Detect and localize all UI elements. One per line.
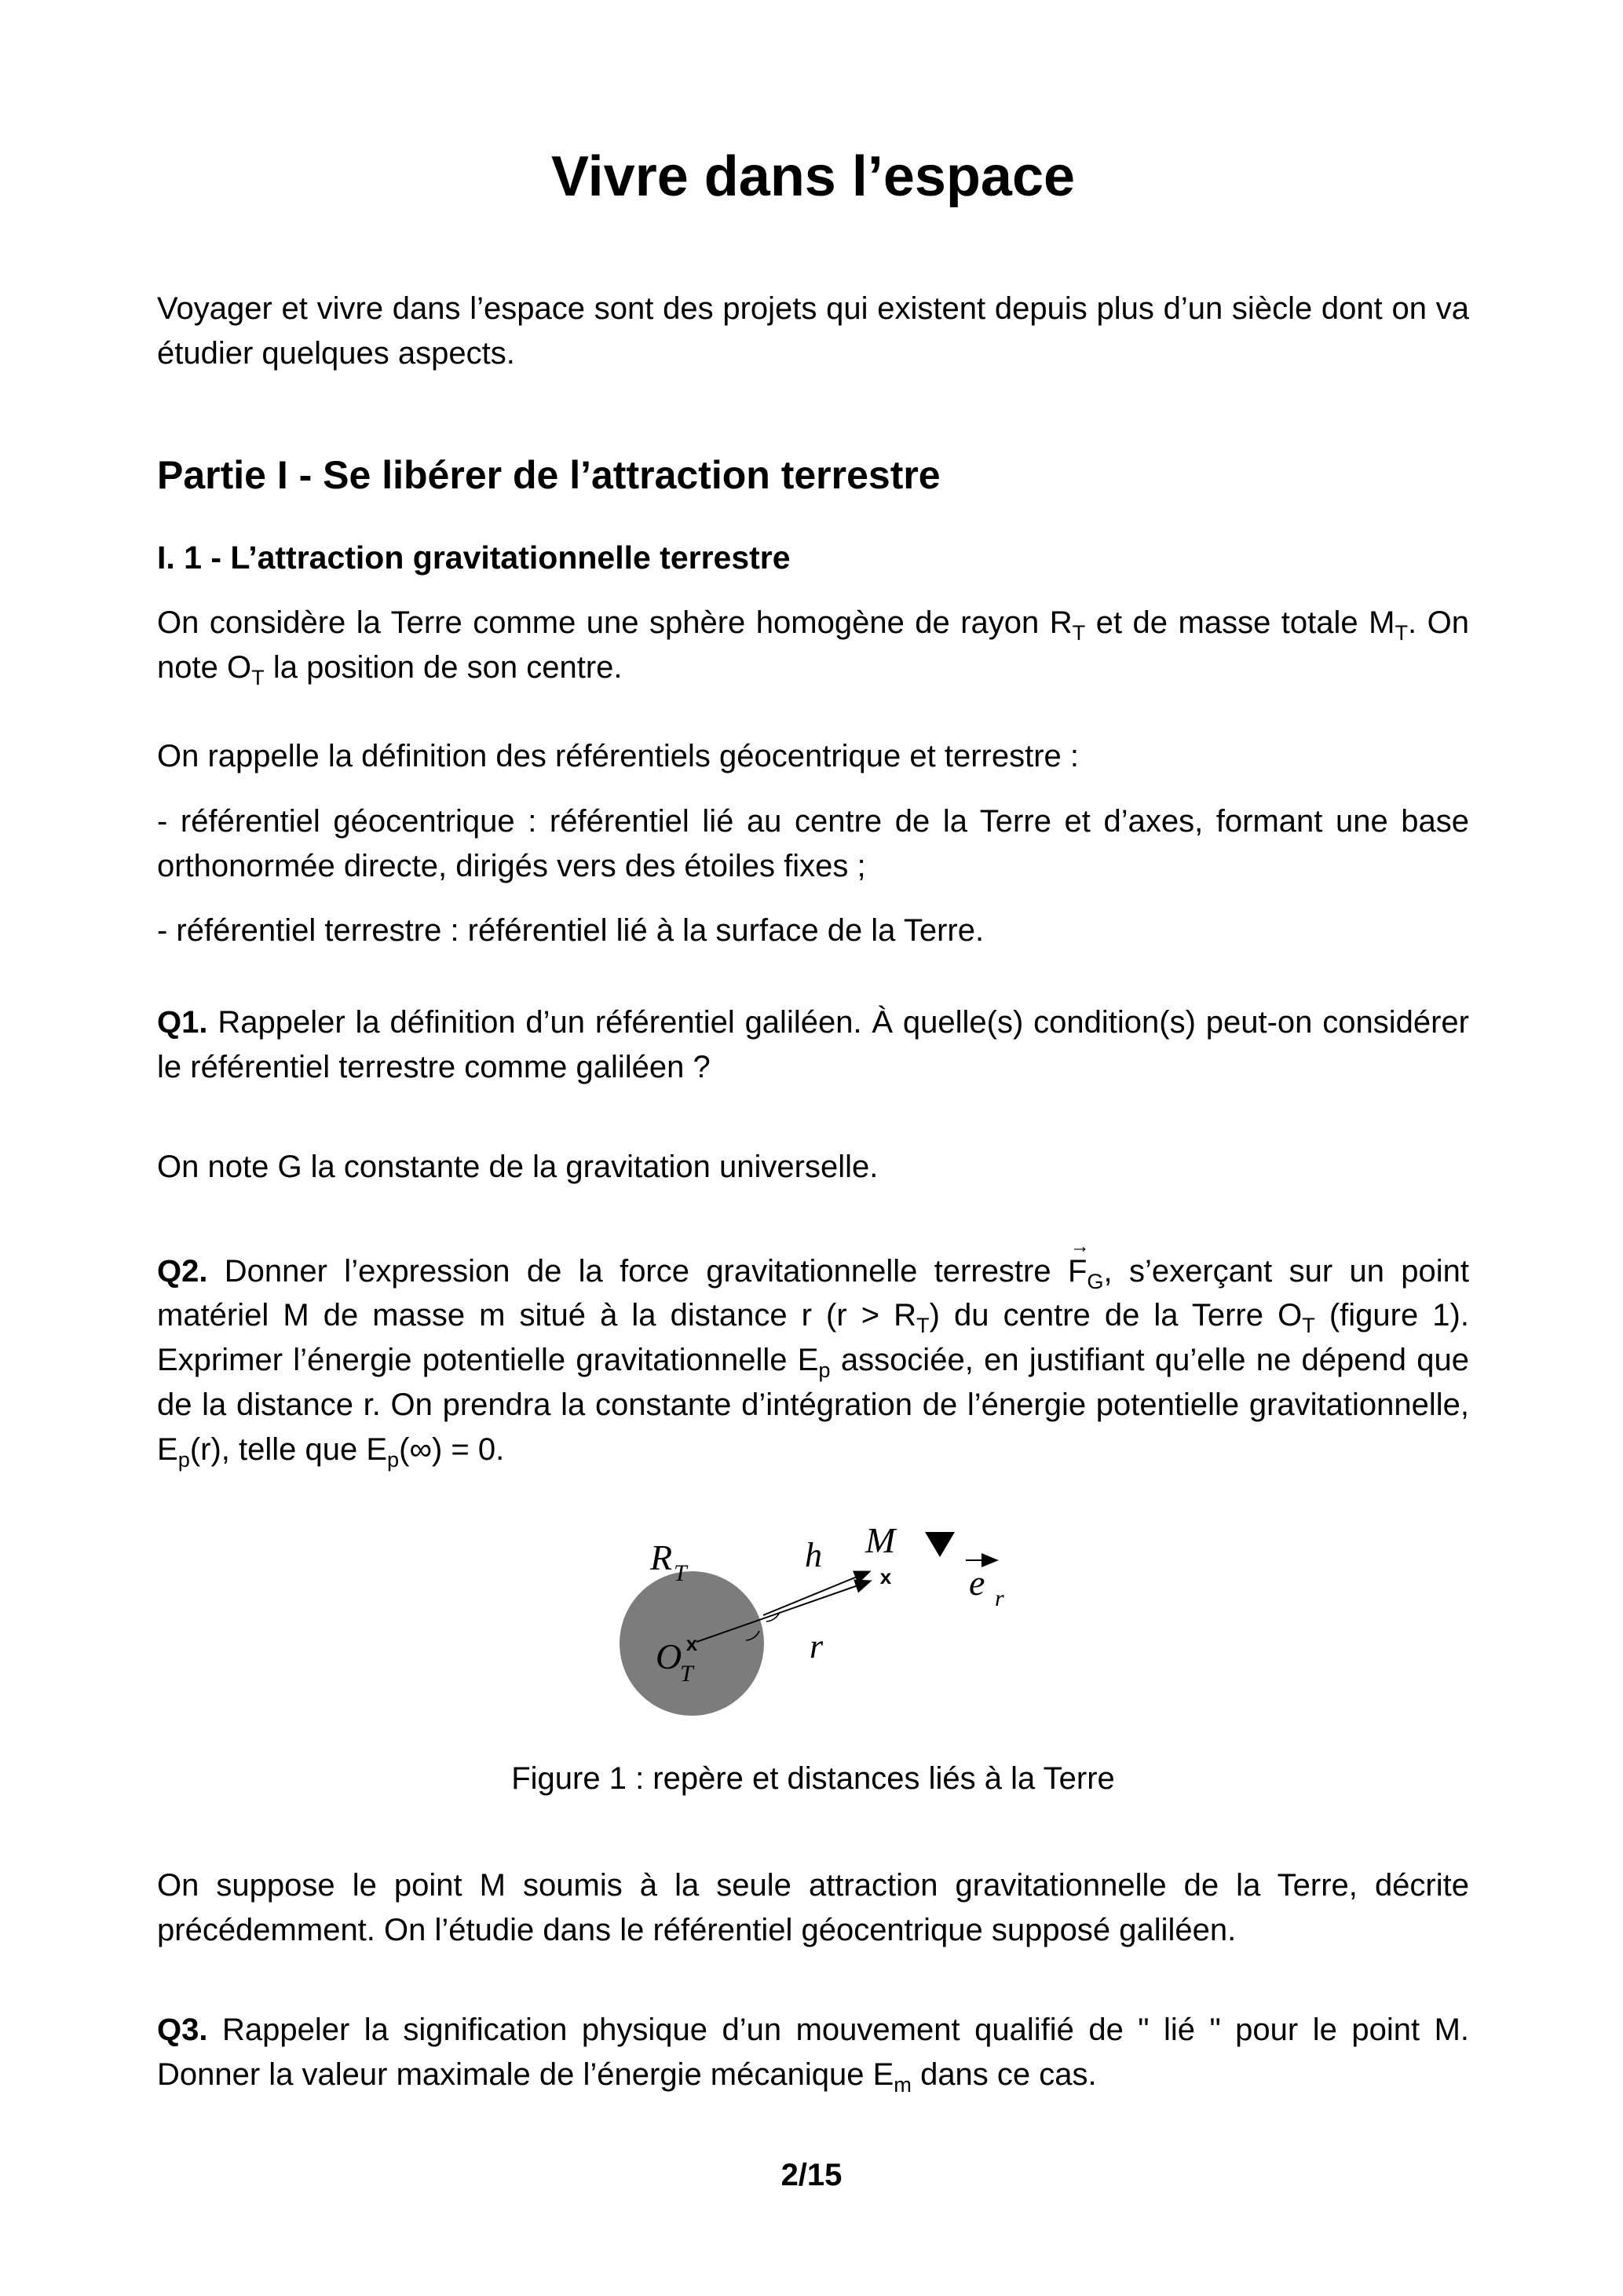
point-m-marker: x <box>879 1564 891 1589</box>
question-q3: Q3. Rappeler la signification physique d’un mouvement qualifié de " lié " pour le point M. Donner la valeur maximale de l’énergie mécanique $E_m$ dans ce cas. <box>157 2013 1469 2097</box>
unit-vector-label: e <box>968 1562 985 1603</box>
paragraph-gravitation-constant: On note G la constante de la gravitation universelle. <box>157 1149 879 1184</box>
radius-label: R <box>649 1537 672 1578</box>
paragraph-referentials-intro: On rappelle la définition des référentiels géocentrique et terrestre : <box>157 739 1080 774</box>
origin-label: O <box>655 1636 682 1676</box>
list-item-geocentric-referential: - référentiel géocentrique : référentiel lié au centre de la Terre et d’axes, formant une base orthonormée directe, dirigés vers des étoiles fixes ; <box>157 803 1469 883</box>
question-q1: Q1. Rappeler la définition d’un référentiel galiléen. À quelle(s) condition(s) peut-on considérer le référentiel terrestre comme galiléen ? <box>157 1005 1469 1085</box>
h-vector-line <box>763 1572 868 1615</box>
paragraph-earth-model: On considère la Terre comme une sphère homogène de rayon $R_T$ et de masse totale $M_T$. On note $O_T$ la position de son centre. <box>157 605 1469 690</box>
part-1-heading: Partie I - Se libérer de l’attraction terrestre <box>157 452 941 497</box>
document-title: Vivre dans l’espace <box>550 145 1076 208</box>
r-label: r <box>809 1626 823 1665</box>
figure-1-caption: Figure 1 : repère et distances liés à la Terre <box>511 1760 1115 1796</box>
figure-1-diagram <box>421 1494 1206 1738</box>
page-number: 2/15 <box>780 2158 843 2192</box>
unit-vector-label-sub: r <box>994 1585 1004 1611</box>
paragraph-study-frame: On suppose le point M soumis à la seule attraction gravitationnelle de la Terre, décrite précédemment. On l’étudie dans le référentiel géocentrique supposé galiléen. <box>157 1868 1469 1948</box>
question-q2: Q2. Donner l’expression de la force gravitationnelle terrestre → $F_G$, s’exerçant sur un point matériel M de masse m situé à la distance r $(r > R_T)$ du centre de la Terre $O_T$ (figure 1). Exprimer l’énergie potentielle gravitationnelle $E_p$ associée, en justifiant qu’elle ne dépend que de la distance r. On prendra la constante d’intégration de l’énergie potentielle gravitationnelle, $E_p(r)$, telle que $E_p(\infty) = 0$. <box>157 1236 1469 1472</box>
list-item-terrestrial-referential: - référentiel terrestre : référentiel lié à la surface de la Terre. <box>157 913 985 949</box>
figure-1 <box>421 1494 1206 1738</box>
radius-label-sub: T <box>673 1559 687 1586</box>
earth-center-marker: x <box>685 1631 697 1655</box>
h-label: h <box>804 1535 822 1574</box>
direction-triangle <box>925 1532 955 1557</box>
intro-paragraph: Voyager et vivre dans l’espace sont des projets qui existent depuis plus d’un siècle dont on va étudier quelques aspects. <box>157 291 1469 371</box>
section-1-1-heading: I. 1 - L’attraction gravitationnelle terrestre <box>157 539 791 576</box>
point-m-label: M <box>865 1519 895 1560</box>
origin-label-sub: T <box>679 1660 693 1687</box>
